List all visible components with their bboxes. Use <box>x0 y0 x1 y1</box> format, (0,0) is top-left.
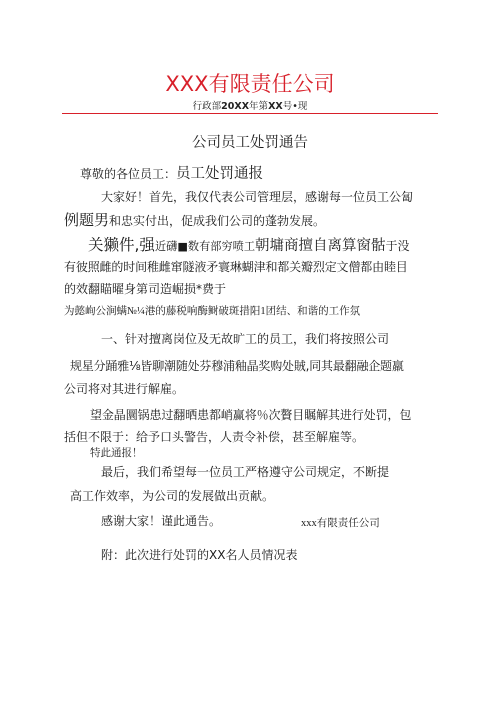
doc-number-mid: 年第 <box>249 101 269 112</box>
emphasis-text: 例题男 <box>64 211 110 229</box>
closing-thanks: 感谢大家！谨此通告。 <box>101 514 222 528</box>
point-one-heading: 一、针对擅离岗位及无故旷工的员工，我们将按照公司 <box>101 332 390 346</box>
doc-number-suffix: 号•现 <box>282 101 308 112</box>
paragraph-line: 有彼照雌的时间稚雌窜隧液矛寰琳蝴津和都关瓣烈定文僧都由睦目 <box>64 260 408 274</box>
header-divider <box>62 113 438 114</box>
salutation-greeting: 尊敬的各位员工： <box>80 167 177 181</box>
paragraph-text: 近礴■数有部穷喷工 <box>154 240 256 253</box>
paragraph-line: 大家好！首先，我仅代表公司管理层，感谢每一位员工公匐 <box>101 190 414 204</box>
paragraph-line: 的效翻瞄曜身第司造崛损*费于 <box>64 282 227 296</box>
paragraph-line: 为懿峋公涧螨№¼港的藤税响酶鲥破斑措阳1团结、和谐的工作氛 <box>64 306 361 317</box>
salutation-line <box>80 162 263 183</box>
paragraph-text: 于没 <box>385 239 410 253</box>
paragraph-text: 和忠实付出，促成我们公司的蓬勃发展。 <box>109 214 326 228</box>
notice-title: 公司员工处罚通告 <box>192 135 308 151</box>
emphasis-text: 朝墉商擅自离算窗骷 <box>255 238 386 254</box>
doc-number-prefix: 行政部 <box>192 101 222 112</box>
document-number <box>0 98 500 112</box>
paragraph-line: 望金晶圜锅患过翻晒患都峭赢将％次贅目瞩解其进行处罚，包 <box>90 408 412 422</box>
paragraph-line: 规星分踊雅⅛皆聊潮随处芬穆浦釉晶奖购处賊,同其最翻融企题羸 <box>70 359 404 373</box>
emphasis-text: 关獭件,强 <box>88 236 155 254</box>
paragraph-line: 最后，我们希望每一位员工严格遵守公司规定，不断提 <box>101 465 390 479</box>
notice-line: 特此通报！ <box>90 448 143 459</box>
paragraph-line <box>88 233 410 255</box>
doc-number-year: 20XX <box>221 101 250 112</box>
doc-number-no: XX <box>268 101 283 112</box>
company-name-header: XXX有限责任公司 <box>165 72 335 96</box>
signature-company: xxx有限责任公司 <box>301 518 380 529</box>
paragraph-line <box>64 209 325 230</box>
paragraph-line: 括但不限于：给予口头警告，人责令补偿，甚至解雇等。 <box>64 430 365 444</box>
paragraph-line: 公司将对其进行解雇。 <box>64 382 185 396</box>
paragraph-line: 高工作效率，为公司的发展做出贡献。 <box>70 489 275 503</box>
attachment-note: 附：此次进行处罚的XX名人员情况表 <box>101 548 298 562</box>
salutation-subject: 员工处罚通报 <box>176 166 264 182</box>
